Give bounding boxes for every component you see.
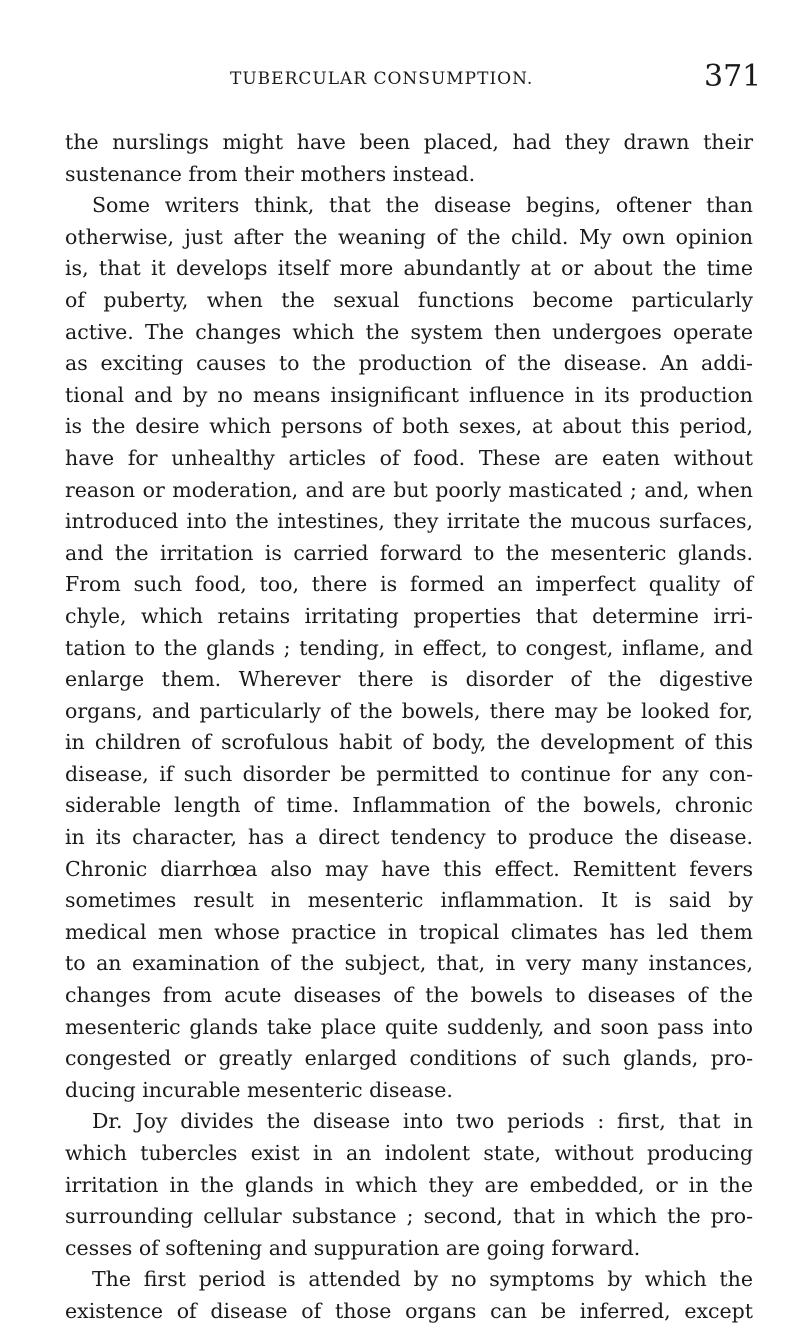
text-line: irritation in the glands in which they are embedded, or in the — [65, 1172, 753, 1197]
text-line: existence of disease of those organs can be inferred, except — [65, 1298, 753, 1323]
text-line: sustenance from their mothers instead. — [65, 161, 476, 186]
text-line: organs, and particularly of the bowels, there may be looked for, — [65, 698, 753, 723]
text-line: changes from acute diseases of the bowels to diseases of the — [65, 983, 753, 1008]
text-line: otherwise, just after the weaning of the child. My own opinion — [65, 224, 753, 249]
text-line: the nurslings might have been placed, had they drawn their — [65, 130, 753, 154]
text-line: of puberty, when the sexual functions become particularly — [65, 287, 753, 312]
text-line: is the desire which persons of both sexes, at about this period, — [65, 414, 753, 439]
text-line: active. The changes which the system then undergoes operate — [65, 319, 753, 344]
text-line: and the irritation is carried forward to the mesenteric glands. — [65, 540, 753, 565]
text-line: Some writers think, that the disease begins, oftener than — [92, 193, 753, 218]
text-line: congested or greatly enlarged conditions of such glands, pro- — [65, 1046, 753, 1071]
text-line: medical men whose practice in tropical climates has led them — [65, 919, 753, 944]
text-line: disease, if such disorder be permitted to continue for any con- — [65, 761, 753, 786]
text-line: have for unhealthy articles of food. These are eaten without — [65, 445, 753, 470]
text-line: as exciting causes to the production of the disease. An addi- — [65, 351, 753, 376]
text-line: siderable length of time. Inflammation of the bowels, chronic — [65, 793, 753, 818]
text-line: tional and by no means insignificant influence in its production — [65, 382, 753, 407]
running-head: TUBERCULAR CONSUMPTION. — [230, 69, 534, 89]
text-line: which tubercles exist in an indolent state, without producing — [65, 1141, 753, 1165]
text-line: reason or moderation, and are but poorly masticated ; and, when — [65, 477, 753, 502]
text-line: is, that it develops itself more abundantly at or about the time — [65, 256, 753, 281]
text-line: sometimes result in mesenteric inflammation. It is said by — [65, 888, 753, 913]
text-line: in its character, has a direct tendency to produce the disease. — [65, 825, 753, 850]
text-line: From such food, too, there is formed an imperfect quality of — [65, 572, 753, 597]
page-number: 371 — [704, 59, 762, 94]
page-header — [0, 59, 801, 103]
text-line: enlarge them. Wherever there is disorder of the digestive — [65, 667, 753, 692]
text-line: ducing incurable mesenteric disease. — [65, 1077, 453, 1102]
text-line: The first period is attended by no symptoms by which the — [92, 1267, 753, 1292]
text-line: to an examination of the subject, that, in very many instances, — [65, 951, 753, 976]
text-line: surrounding cellular substance ; second, that in which the pro- — [65, 1204, 753, 1229]
text-line: cesses of softening and suppuration are going forward. — [65, 1235, 641, 1260]
text-line: introduced into the intestines, they irritate the mucous surfaces, — [65, 509, 753, 534]
text-line: Chronic diarrhœa also may have this effect. Remittent fevers — [65, 856, 753, 881]
body-text — [65, 127, 753, 1328]
text-line: tation to the glands ; tending, in effect, to congest, inflame, and — [65, 635, 753, 660]
text-line: mesenteric glands take place quite suddenly, and soon pass into — [65, 1014, 753, 1039]
text-line: in children of scrofulous habit of body, the development of this — [65, 730, 753, 755]
text-line: Dr. Joy divides the disease into two periods : first, that in — [92, 1109, 753, 1134]
text-line: chyle, which retains irritating properties that determine irri- — [65, 603, 753, 628]
